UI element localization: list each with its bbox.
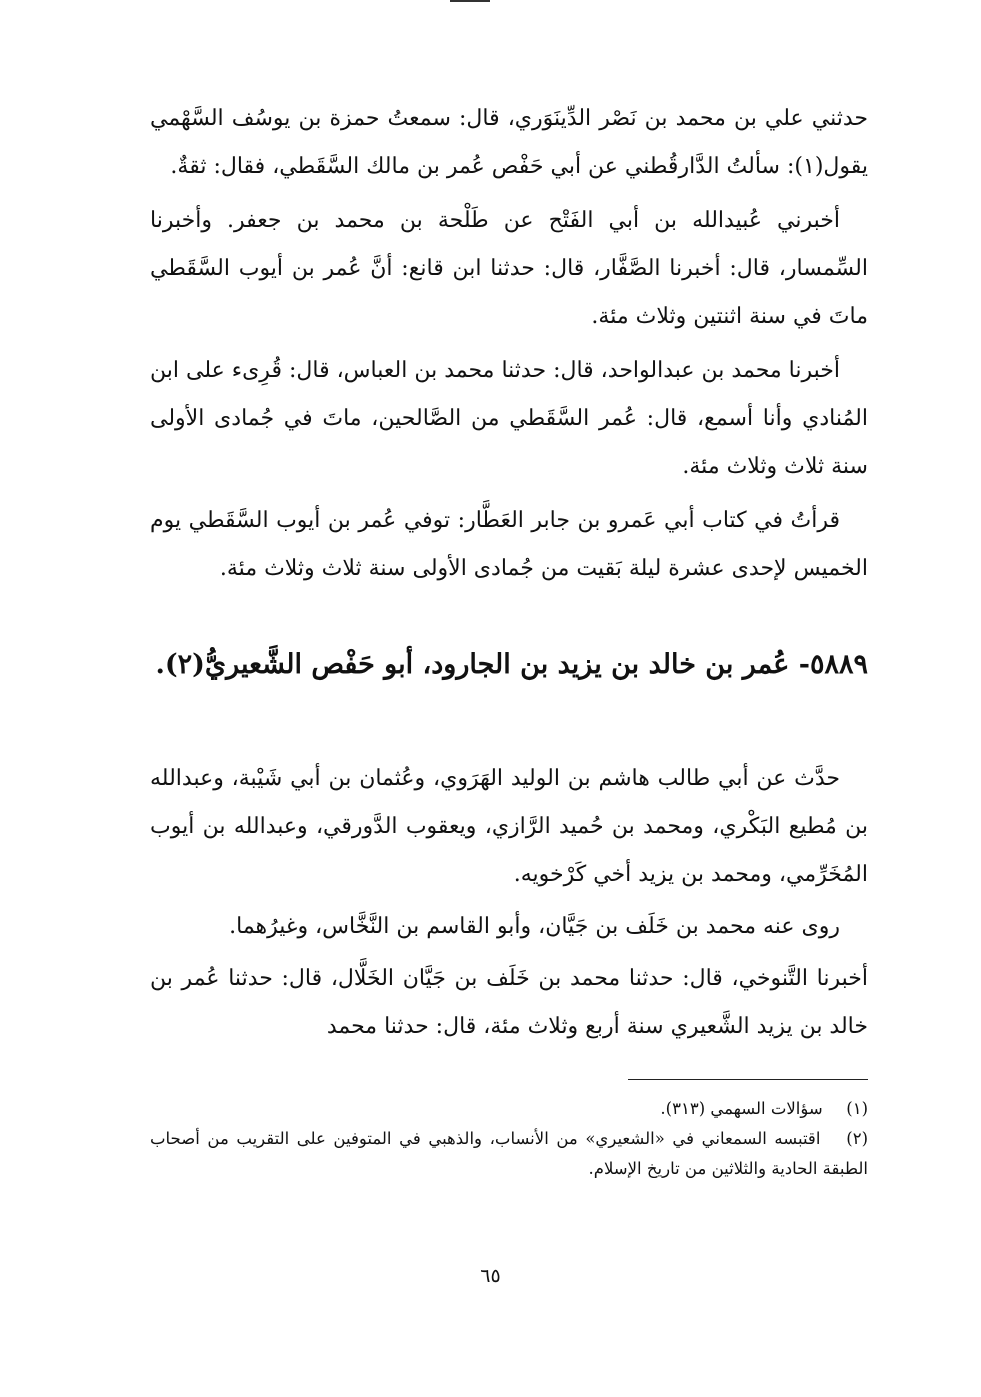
paragraph-1: حدثني علي بن محمد بن نَصْر الدِّينَوَري، قال: سمعتُ حمزة بن يوسُف السَّهْمي يقول(١): سألتُ الدَّارقُطني عن أبي حَفْص عُمر بن مالك السَّقَطي، فقال: ثقةٌ. [150,106,868,179]
paragraph-3: أخبرنا محمد بن عبدالواحد، قال: حدثنا محمد بن العباس، قال: قُرِىء على ابن المُنادي وأنا أسمع، قال: عُمر السَّقَطي من الصَّالحين، ماتَ في جُمادى الأولى سنة ثلاث وثلاث مئة. [150,358,868,479]
page-number: ٦٥ [480,1265,501,1287]
footnote-1 [150,1094,868,1124]
footnote-2 [150,1124,868,1184]
paragraph-4: قرأتُ في كتاب أبي عَمرو بن جابر العَطَّار: توفي عُمر بن أيوب السَّقَطي يوم الخميس لإحدى عشرة ليلة بَقيت من جُمادى الأولى سنة ثلاث وثلاث مئة. [150,508,868,581]
entry-heading-block [150,638,868,692]
footnote-separator [628,1079,868,1080]
footnote-number: (٢) [846,1129,869,1148]
main-text-upper [150,95,868,593]
paragraph-2: أخبرني عُبيدالله بن أبي الفَتْح عن طَلْحة بن محمد بن جعفر. وأخبرنا السِّمسار، قال: أخبرنا الصَّفَّار، قال: حدثنا ابن قانع: أنَّ عُمر بن أيوب السَّقَطي ماتَ في سنة اثنتين وثلاث مئة. [150,208,868,329]
main-text-lower [150,755,868,1051]
footnote-number: (١) [846,1099,868,1118]
footnote-text: سؤالات السهمي (٣١٣). [660,1099,823,1118]
footnote-text: اقتبسه السمعاني في «الشعيري» من الأنساب، والذهبي في المتوفين على التقريب من أصحاب الطبقة الحادية والثلاثين من تاريخ الإسلام. [150,1129,868,1178]
paragraph-6: روى عنه محمد بن خَلَف بن جَيَّان، وأبو القاسم بن النَّخَّاس، وغيرُهما. [229,914,840,939]
top-scan-mark [450,0,490,5]
paragraph-5: حدَّث عن أبي طالب هاشم بن الوليد الهَرَوي، وعُثمان بن أبي شَيْبة، وعبدالله بن مُطيع البَكْري، ومحمد بن حُميد الرَّازي، ويعقوب الدَّورقي، وعبدالله بن أيوب المُخَرِّمي، ومحمد بن يزيد أخي كَرْخويه. [150,766,868,887]
footnotes [150,1094,868,1184]
paragraph-7: أخبرنا التَّنوخي، قال: حدثنا محمد بن خَلَف بن جَيَّان الخَلَّال، قال: حدثنا عُمر بن خالد بن يزيد الشَّعيري سنة أربع وثلاث مئة، قال: حدثنا محمد [150,966,868,1039]
entry-heading: ٥٨٨٩- عُمر بن خالد بن يزيد بن الجارود، أبو حَفْص الشَّعيريُّ(٢). [155,649,868,680]
